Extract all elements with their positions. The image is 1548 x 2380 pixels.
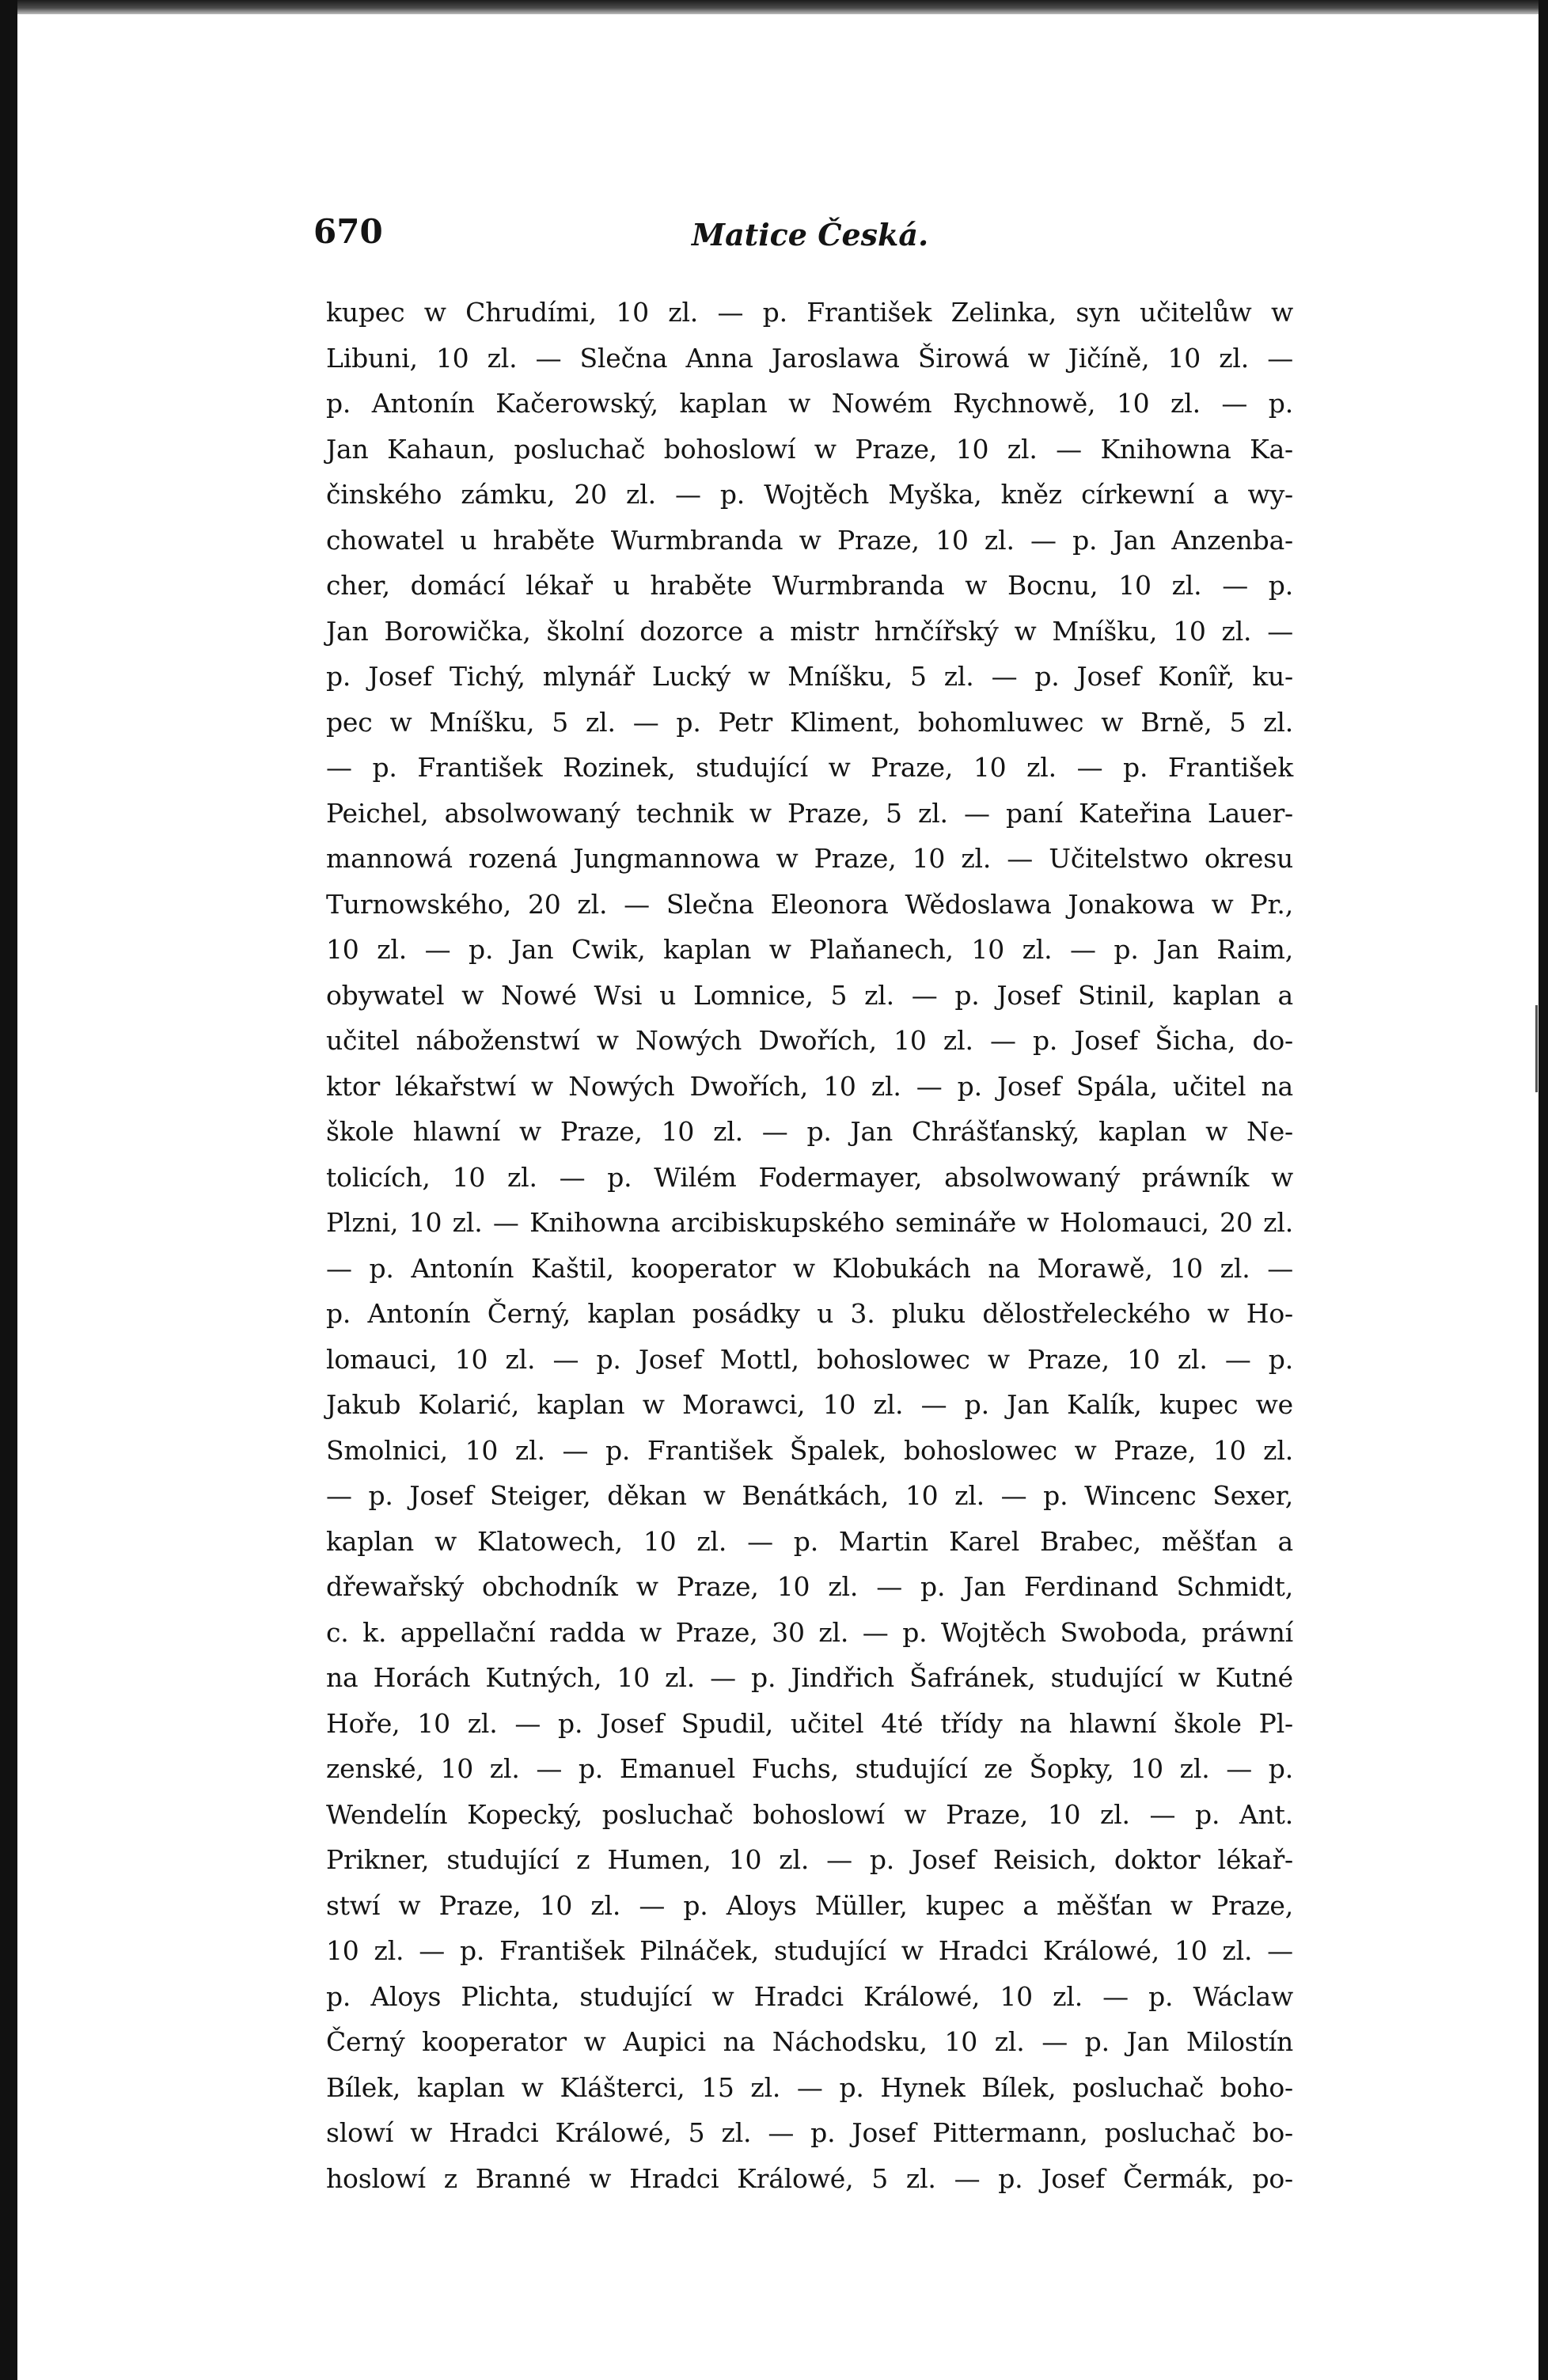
text-line: Turnowského, 20 zl. — Slečna Eleonora Wědoslawa Jonakowa w Pr., [326,888,1293,920]
text-line: Jan Borowička, školní dozorce a mistr hrnčířský w Mníšku, 10 zl. — [326,615,1293,647]
text-line: Černý kooperator w Aupici na Náchodsku, 10 zl. — p. Jan Milostín [326,2026,1293,2057]
text-line: — p. Josef Steiger, děkan w Benátkách, 10 zl. — p. Wincenc Sexer, [326,1480,1293,1511]
text-line: kaplan w Klatowech, 10 zl. — p. Martin Karel Brabec, měšťan a [326,1525,1293,1557]
text-line: Wendelín Kopecký, posluchač bohoslowí w Praze, 10 zl. — p. Ant. [326,1798,1293,1830]
scan-artifact [1535,1005,1538,1092]
text-line: p. Antonín Černý, kaplan posádky u 3. pluku dělostřeleckého w Ho- [326,1298,1293,1329]
text-line: — p. Antonín Kaštil, kooperator w Klobukách na Morawě, 10 zl. — [326,1252,1293,1284]
scan-border-top [0,0,1548,14]
text-line: cher, domácí lékař u hraběte Wurmbranda w Bocnu, 10 zl. — p. [326,570,1293,601]
text-line: škole hlawní w Praze, 10 zl. — p. Jan Chrášťanský, kaplan w Ne- [326,1116,1293,1147]
text-line: činského zámku, 20 zl. — p. Wojtěch Myška, kněz církewní a wy- [326,479,1293,510]
text-line: obywatel w Nowé Wsi u Lomnice, 5 zl. — p. Josef Stinil, kaplan a [326,979,1293,1011]
text-line: Plzni, 10 zl. — Knihowna arcibiskupského semináře w Holomauci, 20 zl. [326,1207,1293,1238]
text-line: p. Josef Tichý, mlynář Lucký w Mníšku, 5 zl. — p. Josef Konîř, ku- [326,661,1293,692]
text-line: Prikner, studující z Humen, 10 zl. — p. Josef Reisich, doktor lékař- [326,1844,1293,1875]
text-line: chowatel u hraběte Wurmbranda w Praze, 10 zl. — p. Jan Anzenba- [326,524,1293,556]
page-header [313,212,1295,260]
text-line: p. Antonín Kačerowský, kaplan w Nowém Rychnowě, 10 zl. — p. [326,388,1293,419]
text-line: tolicích, 10 zl. — p. Wilém Fodermayer, absolwowaný práwník w [326,1161,1293,1193]
text-line: pec w Mníšku, 5 zl. — p. Petr Kliment, bohomluwec w Brně, 5 zl. [326,706,1293,738]
text-line: 10 zl. — p. Jan Cwik, kaplan w Plaňanech, 10 zl. — p. Jan Raim, [326,934,1293,965]
text-line: Libuni, 10 zl. — Slečna Anna Jaroslawa Širowá w Jičíně, 10 zl. — [326,342,1293,374]
text-line: dřewařský obchodník w Praze, 10 zl. — p. Jan Ferdinand Schmidt, [326,1571,1293,1602]
text-line: Jan Kahaun, posluchač bohoslowí w Praze, 10 zl. — Knihowna Ka- [326,433,1293,465]
text-line: Smolnici, 10 zl. — p. František Špalek, bohoslowec w Praze, 10 zl. [326,1434,1293,1466]
body-text [326,290,1293,2201]
text-line: Hoře, 10 zl. — p. Josef Spudil, učitel 4té třídy na hlawní škole Pl- [326,1707,1293,1739]
text-line: kupec w Chrudími, 10 zl. — p. František Zelinka, syn učitelůw w [326,297,1293,328]
text-line: p. Aloys Plichta, studující w Hradci Králowé, 10 zl. — p. Wáclaw [326,1980,1293,2012]
text-line: ktor lékařstwí w Nowých Dwořích, 10 zl. — p. Josef Spála, učitel na [326,1070,1293,1102]
scan-border-right [1539,0,1548,2380]
text-line: zenské, 10 zl. — p. Emanuel Fuchs, studující ze Šopky, 10 zl. — p. [326,1753,1293,1784]
page-number: 670 [313,212,383,251]
text-line: c. k. appellační radda w Praze, 30 zl. — p. Wojtěch Swoboda, práwní [326,1616,1293,1648]
text-line: slowí w Hradci Králowé, 5 zl. — p. Josef Pittermann, posluchač bo- [326,2117,1293,2148]
text-line: na Horách Kutných, 10 zl. — p. Jindřich Šafránek, studující w Kutné [326,1662,1293,1693]
text-line: hoslowí z Branné w Hradci Králowé, 5 zl. — p. Josef Čermák, po- [326,2162,1293,2194]
text-line: stwí w Praze, 10 zl. — p. Aloys Müller, kupec a měšťan w Praze, [326,1889,1293,1921]
text-line: Jakub Kolarić, kaplan w Morawci, 10 zl. — p. Jan Kalík, kupec we [326,1389,1293,1420]
text-line: Peichel, absolwowaný technik w Praze, 5 zl. — paní Kateřina Lauer- [326,797,1293,829]
text-line: lomauci, 10 zl. — p. Josef Mottl, bohoslowec w Praze, 10 zl. — p. [326,1343,1293,1375]
scan-border-left [0,0,17,2380]
text-line: učitel náboženstwí w Nowých Dwořích, 10 zl. — p. Josef Šicha, do- [326,1025,1293,1056]
text-line: — p. František Rozinek, studující w Praze, 10 zl. — p. František [326,752,1293,783]
text-line: mannowá rozená Jungmannowa w Praze, 10 zl. — Učitelstwo okresu [326,843,1293,874]
text-line: 10 zl. — p. František Pilnáček, studující w Hradci Králowé, 10 zl. — [326,1935,1293,1966]
running-title: Matice Česká. [692,217,929,252]
text-line: Bílek, kaplan w Klášterci, 15 zl. — p. Hynek Bílek, posluchač boho- [326,2071,1293,2103]
